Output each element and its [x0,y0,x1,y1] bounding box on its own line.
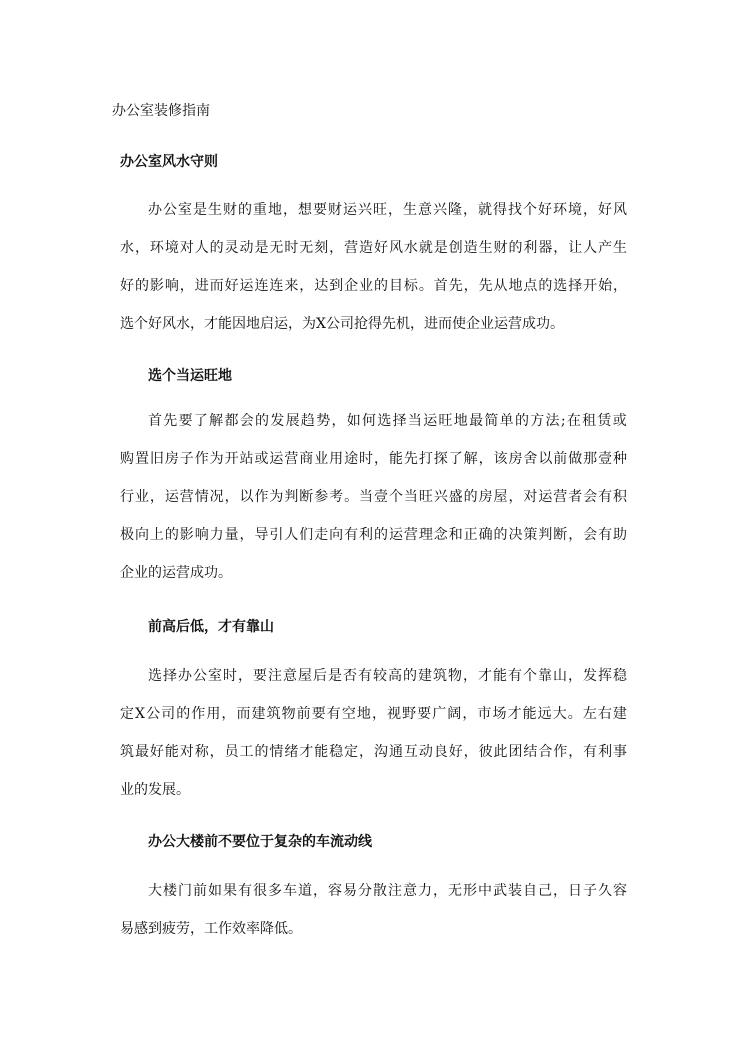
paragraph-line: 业的发展。 [120,782,190,798]
section-heading: 选个当运旺地 [148,368,232,384]
paragraph-line: 购置旧房子作为开站或运营商业用途时，能先打探了解，该房舍以前做那壹种 [120,451,628,467]
paragraph-line: 企业的运营成功。 [120,565,232,581]
document-title: 办公室装修指南 [112,103,210,119]
section-heading: 办公室风水守则 [120,154,218,170]
paragraph-line: 大楼门前如果有很多车道，容易分散注意力，无形中武装自己，日子久容 [148,883,628,899]
paragraph-line: 水，环境对人的灵动是无时无刻，营造好风水就是创造生财的利器，让人产生 [120,240,628,256]
paragraph-line: 办公室是生财的重地，想要财运兴旺，生意兴隆，就得找个好环境，好风 [148,202,628,218]
section-heading: 办公大楼前不要位于复杂的车流动线 [148,834,372,850]
paragraph-line: 筑最好能对称，员工的情绪才能稳定，沟通互动良好，彼此团结合作，有利事 [120,744,628,760]
paragraph-line: 定X公司的作用，而建筑物前要有空地，视野要广阔，市场才能远大。左右建 [120,706,628,722]
paragraph-line: 首先要了解都会的发展趋势，如何选择当运旺地最简单的方法;在租赁或 [148,413,628,429]
paragraph-line: 行业，运营情况，以作为判断参考。当壹个当旺兴盛的房屋，对运营者会有积 [120,489,628,505]
paragraph-line: 选择办公室时，要注意屋后是否有较高的建筑物，才能有个靠山，发挥稳 [148,668,628,684]
paragraph-line: 好的影响，进而好运连连来，达到企业的目标。首先，先从地点的选择开始， [120,278,628,294]
paragraph-line: 易感到疲劳，工作效率降低。 [120,921,302,937]
section-heading: 前高后低，才有靠山 [148,619,274,635]
paragraph-line: 选个好风水，才能因地启运，为X公司抢得先机，进而使企业运营成功。 [120,316,564,332]
paragraph-line: 极向上的影响力量，导引人们走向有利的运营理念和正确的决策判断，会有助 [120,527,628,543]
